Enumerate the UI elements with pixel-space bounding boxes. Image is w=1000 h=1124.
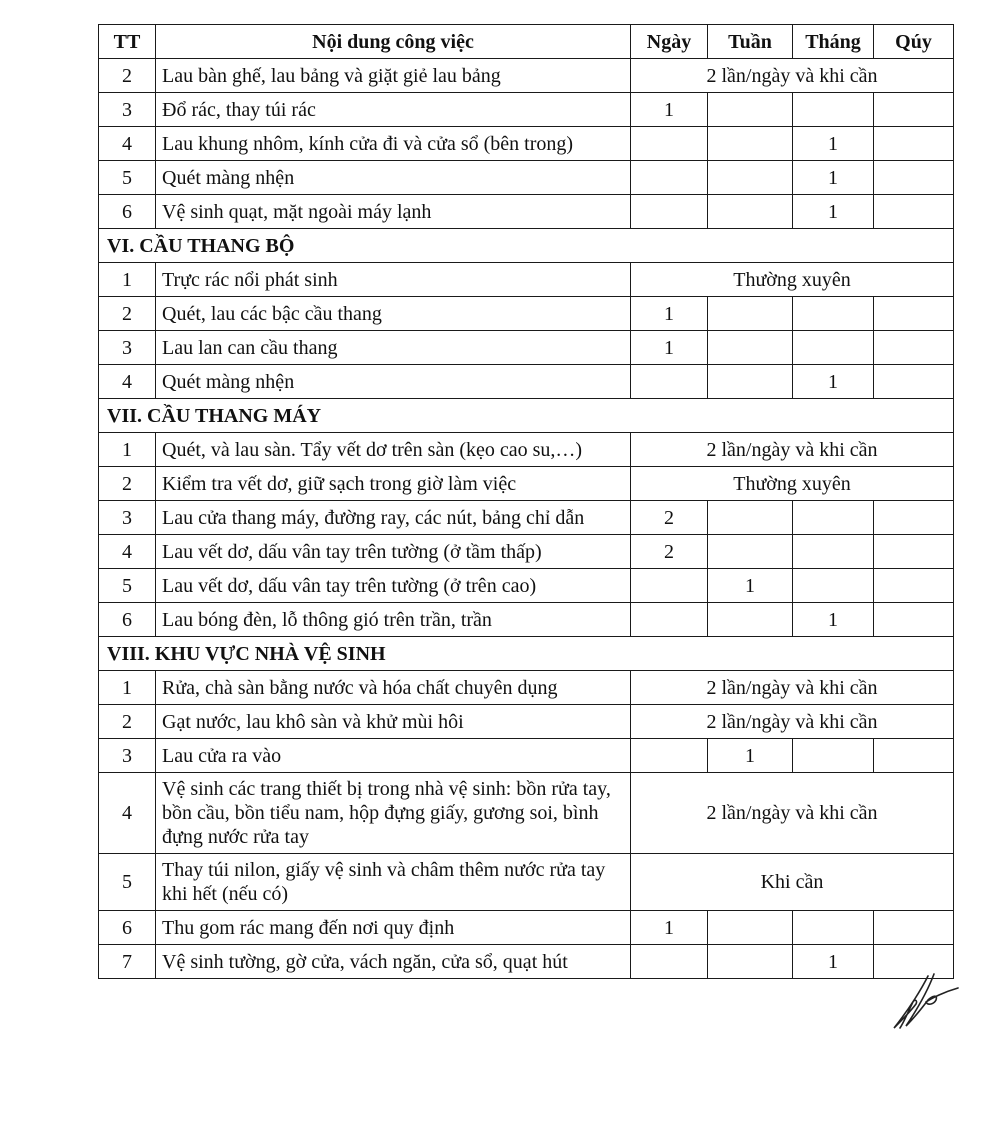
section-row	[99, 399, 954, 433]
row-number: 6	[99, 911, 156, 945]
frequency-note: Khi cần	[631, 854, 954, 911]
task-description: Lau cửa ra vào	[156, 739, 631, 773]
freq-month: 1	[793, 161, 874, 195]
row-number: 1	[99, 433, 156, 467]
table-row	[99, 263, 954, 297]
table-row	[99, 739, 954, 773]
table-row	[99, 671, 954, 705]
row-number: 2	[99, 467, 156, 501]
freq-month	[793, 501, 874, 535]
row-number: 4	[99, 127, 156, 161]
table-row	[99, 569, 954, 603]
table-row	[99, 297, 954, 331]
row-number: 1	[99, 671, 156, 705]
signature-mark	[888, 968, 960, 1034]
task-description: Quét màng nhện	[156, 161, 631, 195]
row-number: 3	[99, 501, 156, 535]
freq-month	[793, 911, 874, 945]
table-body	[99, 59, 954, 979]
table-row	[99, 501, 954, 535]
freq-day: 1	[631, 93, 708, 127]
row-number: 2	[99, 297, 156, 331]
freq-day: 2	[631, 501, 708, 535]
freq-quarter	[874, 127, 954, 161]
task-schedule-table	[98, 24, 954, 979]
freq-week: 1	[708, 739, 793, 773]
table-row	[99, 93, 954, 127]
frequency-note: 2 lần/ngày và khi cần	[631, 705, 954, 739]
table-row	[99, 195, 954, 229]
row-number: 3	[99, 93, 156, 127]
task-description: Lau cửa thang máy, đường ray, các nút, bảng chỉ dẫn	[156, 501, 631, 535]
freq-day	[631, 365, 708, 399]
task-description: Quét, lau các bậc cầu thang	[156, 297, 631, 331]
row-number: 1	[99, 263, 156, 297]
section-row	[99, 637, 954, 671]
row-number: 2	[99, 59, 156, 93]
freq-day	[631, 603, 708, 637]
task-description: Thay túi nilon, giấy vệ sinh và châm thêm nước rửa tay khi hết (nếu có)	[156, 854, 631, 911]
freq-week	[708, 195, 793, 229]
freq-day	[631, 739, 708, 773]
task-description: Lau bóng đèn, lỗ thông gió trên trần, trần	[156, 603, 631, 637]
freq-month	[793, 297, 874, 331]
task-description: Vệ sinh tường, gờ cửa, vách ngăn, cửa sổ, quạt hút	[156, 945, 631, 979]
freq-quarter	[874, 93, 954, 127]
freq-quarter	[874, 365, 954, 399]
table-row	[99, 59, 954, 93]
freq-week	[708, 501, 793, 535]
freq-quarter	[874, 331, 954, 365]
section-title: VI. CẦU THANG BỘ	[99, 229, 954, 263]
freq-month: 1	[793, 945, 874, 979]
freq-week	[708, 911, 793, 945]
freq-week: 1	[708, 569, 793, 603]
row-number: 4	[99, 773, 156, 854]
row-number: 7	[99, 945, 156, 979]
task-description: Vệ sinh các trang thiết bị trong nhà vệ sinh: bồn rửa tay, bồn cầu, bồn tiểu nam, hộp đựng giấy, gương soi, bình đựng nước rửa tay	[156, 773, 631, 854]
frequency-note: 2 lần/ngày và khi cần	[631, 59, 954, 93]
header-row	[99, 25, 954, 59]
freq-month: 1	[793, 195, 874, 229]
frequency-note: Thường xuyên	[631, 467, 954, 501]
freq-day: 1	[631, 911, 708, 945]
task-description: Quét màng nhện	[156, 365, 631, 399]
task-description: Vệ sinh quạt, mặt ngoài máy lạnh	[156, 195, 631, 229]
freq-quarter	[874, 569, 954, 603]
freq-week	[708, 161, 793, 195]
row-number: 6	[99, 603, 156, 637]
table-row	[99, 161, 954, 195]
task-description: Lau lan can cầu thang	[156, 331, 631, 365]
freq-quarter	[874, 535, 954, 569]
freq-month: 1	[793, 127, 874, 161]
header-week: Tuần	[708, 25, 793, 59]
freq-week	[708, 603, 793, 637]
freq-month: 1	[793, 365, 874, 399]
header-task: Nội dung công việc	[156, 25, 631, 59]
freq-week	[708, 365, 793, 399]
task-description: Quét, và lau sàn. Tẩy vết dơ trên sàn (kẹo cao su,…)	[156, 433, 631, 467]
table-row	[99, 365, 954, 399]
header-month: Tháng	[793, 25, 874, 59]
freq-quarter	[874, 911, 954, 945]
header-quarter: Qúy	[874, 25, 954, 59]
freq-day	[631, 127, 708, 161]
table-row	[99, 535, 954, 569]
freq-day	[631, 569, 708, 603]
freq-week	[708, 127, 793, 161]
freq-quarter	[874, 739, 954, 773]
task-description: Lau vết dơ, dấu vân tay trên tường (ở tầm thấp)	[156, 535, 631, 569]
freq-quarter	[874, 501, 954, 535]
freq-month	[793, 535, 874, 569]
frequency-note: Thường xuyên	[631, 263, 954, 297]
section-row	[99, 229, 954, 263]
freq-month	[793, 739, 874, 773]
table-row	[99, 854, 954, 911]
freq-week	[708, 945, 793, 979]
header-tt: TT	[99, 25, 156, 59]
frequency-note: 2 lần/ngày và khi cần	[631, 773, 954, 854]
table-row	[99, 945, 954, 979]
row-number: 6	[99, 195, 156, 229]
task-description: Trực rác nổi phát sinh	[156, 263, 631, 297]
row-number: 3	[99, 331, 156, 365]
table-row	[99, 705, 954, 739]
task-description: Lau khung nhôm, kính cửa đi và cửa sổ (bên trong)	[156, 127, 631, 161]
frequency-note: 2 lần/ngày và khi cần	[631, 433, 954, 467]
freq-week	[708, 297, 793, 331]
task-description: Thu gom rác mang đến nơi quy định	[156, 911, 631, 945]
row-number: 4	[99, 365, 156, 399]
row-number: 4	[99, 535, 156, 569]
freq-month	[793, 93, 874, 127]
freq-day: 1	[631, 331, 708, 365]
section-title: VIII. KHU VỰC NHÀ VỆ SINH	[99, 637, 954, 671]
row-number: 3	[99, 739, 156, 773]
table-row	[99, 603, 954, 637]
header-day: Ngày	[631, 25, 708, 59]
freq-day	[631, 161, 708, 195]
task-description: Lau bàn ghế, lau bảng và giặt giẻ lau bảng	[156, 59, 631, 93]
freq-day: 2	[631, 535, 708, 569]
task-description: Gạt nước, lau khô sàn và khử mùi hôi	[156, 705, 631, 739]
table-row	[99, 127, 954, 161]
task-description: Đổ rác, thay túi rác	[156, 93, 631, 127]
freq-quarter	[874, 603, 954, 637]
table-row	[99, 911, 954, 945]
freq-day	[631, 945, 708, 979]
freq-quarter	[874, 161, 954, 195]
freq-day: 1	[631, 297, 708, 331]
freq-week	[708, 331, 793, 365]
freq-week	[708, 93, 793, 127]
freq-month: 1	[793, 603, 874, 637]
freq-month	[793, 331, 874, 365]
freq-day	[631, 195, 708, 229]
freq-month	[793, 569, 874, 603]
freq-week	[708, 535, 793, 569]
task-description: Kiểm tra vết dơ, giữ sạch trong giờ làm việc	[156, 467, 631, 501]
freq-quarter	[874, 195, 954, 229]
freq-quarter	[874, 297, 954, 331]
row-number: 5	[99, 161, 156, 195]
task-description: Lau vết dơ, dấu vân tay trên tường (ở trên cao)	[156, 569, 631, 603]
task-description: Rửa, chà sàn bằng nước và hóa chất chuyên dụng	[156, 671, 631, 705]
section-title: VII. CẦU THANG MÁY	[99, 399, 954, 433]
table-row	[99, 467, 954, 501]
frequency-note: 2 lần/ngày và khi cần	[631, 671, 954, 705]
row-number: 2	[99, 705, 156, 739]
table-row	[99, 433, 954, 467]
table-row	[99, 331, 954, 365]
row-number: 5	[99, 854, 156, 911]
row-number: 5	[99, 569, 156, 603]
table-row	[99, 773, 954, 854]
